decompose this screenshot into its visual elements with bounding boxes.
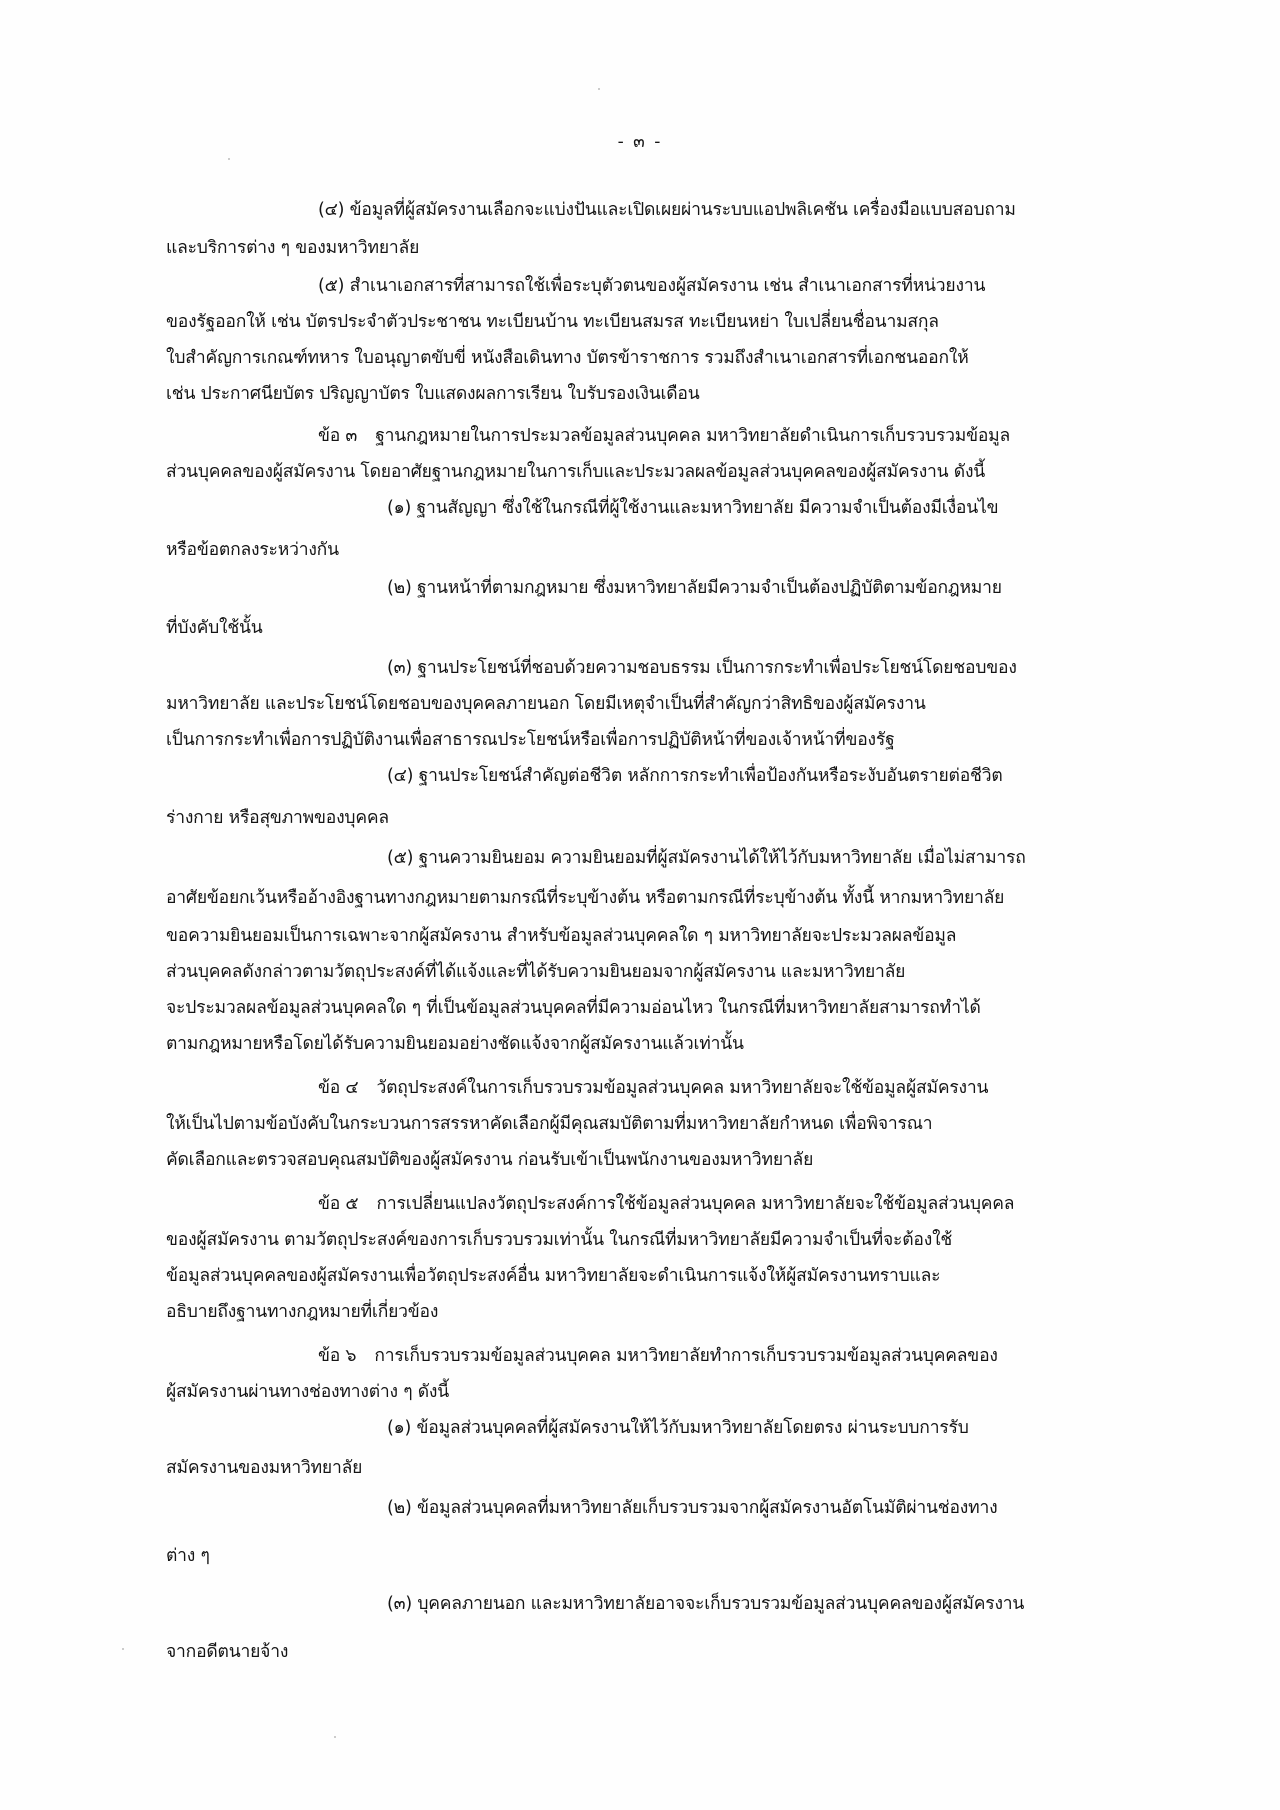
text-line [166,1380,449,1404]
clause-heading-line [318,1192,1014,1216]
line-text: (๓) ฐานประโยชน์ที่ชอบด้วยความชอบธรรม เป็นการกระทำเพื่อประโยชน์โดยชอบของ [387,658,1017,678]
scan-speck [598,88,600,90]
line-text: ใบสำคัญการเกณฑ์ทหาร ใบอนุญาตขับขี่ หนังสือเดินทาง บัตรข้าราชการ รวมถึงสำเนาเอกสารที่เอกชนออกให้ [166,348,969,368]
text-line [318,198,1016,222]
text-line [166,236,419,260]
text-line [166,886,1004,910]
clause-heading-line [318,1344,998,1368]
line-text: จากอดีตนายจ้าง [166,1642,289,1662]
clause-number: ข้อ ๕ [318,1194,359,1214]
text-line [166,728,895,752]
text-line [166,1148,813,1172]
text-line [166,1112,932,1136]
line-text: ข้อมูลส่วนบุคคลของผู้สมัครงานเพื่อวัตถุประสงค์อื่น มหาวิทยาลัยจะดำเนินการแจ้งให้ผู้สมัครงานทราบและ [166,1266,941,1286]
clause-number: ข้อ ๖ [318,1346,357,1366]
text-line [166,996,981,1020]
line-text: ฐานกฎหมายในการประมวลข้อมูลส่วนบุคคล มหาวิทยาลัยดำเนินการเก็บรวบรวมข้อมูล [375,426,1011,446]
line-text: และบริการต่าง ๆ ของมหาวิทยาลัย [166,238,420,258]
line-text: วัตถุประสงค์ในการเก็บรวบรวมข้อมูลส่วนบุคคล มหาวิทยาลัยจะใช้ข้อมูลผู้สมัครงาน [376,1078,989,1098]
line-text: ต่าง ๆ [166,1546,210,1566]
line-text: ส่วนบุคคลดังกล่าวตามวัตถุประสงค์ที่ได้แจ้งและที่ได้รับความยินยอมจากผู้สมัครงาน และมหาวิทยาลัย [166,962,906,982]
line-text: ผู้สมัครงานผ่านทางช่องทางต่าง ๆ ดังนี้ [166,1382,450,1402]
line-text: เป็นการกระทำเพื่อการปฏิบัติงานเพื่อสาธารณประโยชน์หรือเพื่อการปฏิบัติหน้าที่ของเจ้าหน้าที่ของรัฐ [166,730,895,750]
clause-number: ข้อ ๓ [318,426,358,446]
text-line [166,1456,362,1480]
line-text: ของรัฐออกให้ เช่น บัตรประจำตัวประชาชน ทะเบียนบ้าน ทะเบียนสมรส ทะเบียนหย่า ใบเปลี่ยนชื่อนามสกุล [166,312,939,332]
text-line [166,616,263,640]
line-text: สมัครงานของมหาวิทยาลัย [166,1458,363,1478]
clause-number: ข้อ ๔ [318,1078,359,1098]
text-line [166,1640,288,1664]
line-text: ให้เป็นไปตามข้อบังคับในกระบวนการสรรหาคัดเลือกผู้มีคุณสมบัติตามที่มหาวิทยาลัยกำหนด เพื่อพิจารณา [166,1114,933,1134]
text-line [387,656,1017,680]
text-line [166,460,985,484]
line-text: (๑) ฐานสัญญา ซึ่งใช้ในกรณีที่ผู้ใช้งานและมหาวิทยาลัย มีความจำเป็นต้องมีเงื่อนไข [387,498,999,518]
line-text: (๔) ข้อมูลที่ผู้สมัครงานเลือกจะแบ่งปันและเปิดเผยผ่านระบบแอปพลิเคชัน เครื่องมือแบบสอบถาม [318,200,1016,220]
line-text: ส่วนบุคคลของผู้สมัครงาน โดยอาศัยฐานกฎหมายในการเก็บและประมวลผลข้อมูลส่วนบุคคลของผู้สมัครงาน ดังนี้ [166,462,986,482]
line-text: (๒) ข้อมูลส่วนบุคคลที่มหาวิทยาลัยเก็บรวบรวมจากผู้สมัครงานอัตโนมัติผ่านช่องทาง [387,1498,998,1518]
text-line [318,274,985,298]
text-line [166,310,939,334]
scan-speck [122,1648,124,1650]
text-line [166,382,699,406]
line-text: อาศัยข้อยกเว้นหรืออ้างอิงฐานทางกฎหมายตามกรณีที่ระบุข้างต้น หรือตามกรณีที่ระบุข้างต้น ทั้งนี้ หากมหาวิทยาลัย [166,888,1005,908]
text-line [387,846,1026,870]
text-line [387,764,1002,788]
line-text: มหาวิทยาลัย และประโยชน์โดยชอบของบุคคลภายนอก โดยมีเหตุจำเป็นที่สำคัญกว่าสิทธิของผู้สมัครงาน [166,694,926,714]
line-text: (๑) ข้อมูลส่วนบุคคลที่ผู้สมัครงานให้ไว้กับมหาวิทยาลัยโดยตรง ผ่านระบบการรับ [387,1418,969,1438]
text-line [387,1416,969,1440]
line-text: หรือข้อตกลงระหว่างกัน [166,540,339,560]
line-text: ของผู้สมัครงาน ตามวัตถุประสงค์ของการเก็บรวบรวมเท่านั้น ในกรณีที่มหาวิทยาลัยมีความจำเป็นที่จะต้องใช้ [166,1230,953,1250]
line-text: (๓) บุคคลภายนอก และมหาวิทยาลัยอาจจะเก็บรวบรวมข้อมูลส่วนบุคคลของผู้สมัครงาน [387,1594,1025,1614]
text-line [166,1264,940,1288]
line-text: ขอความยินยอมเป็นการเฉพาะจากผู้สมัครงาน สำหรับข้อมูลส่วนบุคคลใด ๆ มหาวิทยาลัยจะประมวลผลข้อมูล [166,926,957,946]
line-text: (๕) ฐานความยินยอม ความยินยอมที่ผู้สมัครงานได้ให้ไว้กับมหาวิทยาลัย เมื่อไม่สามารถ [387,848,1026,868]
line-text: อธิบายถึงฐานทางกฎหมายที่เกี่ยวข้อง [166,1302,439,1322]
text-line [166,960,905,984]
line-text: ที่บังคับใช้นั้น [166,618,263,638]
line-text: เช่น ประกาศนียบัตร ปริญญาบัตร ใบแสดงผลการเรียน ใบรับรองเงินเดือน [166,384,700,404]
clause-heading-line [318,1076,988,1100]
text-line [166,924,956,948]
text-line [166,692,926,716]
line-text: ร่างกาย หรือสุขภาพของบุคคล [166,808,389,828]
line-text: (๒) ฐานหน้าที่ตามกฎหมาย ซึ่งมหาวิทยาลัยมีความจำเป็นต้องปฏิบัติตามข้อกฎหมาย [387,578,1002,598]
text-line [166,1228,952,1252]
text-line [166,1300,438,1324]
line-text: (๕) สำเนาเอกสารที่สามารถใช้เพื่อระบุตัวตนของผู้สมัครงาน เช่น สำเนาเอกสารที่หน่วยงาน [318,276,986,296]
line-text: คัดเลือกและตรวจสอบคุณสมบัติของผู้สมัครงาน ก่อนรับเข้าเป็นพนักงานของมหาวิทยาลัย [166,1150,814,1170]
scan-speck [334,1736,336,1738]
text-line [166,1032,744,1056]
line-text: การเก็บรวบรวมข้อมูลส่วนบุคคล มหาวิทยาลัยทำการเก็บรวบรวมข้อมูลส่วนบุคคลของ [374,1346,998,1366]
line-text: ตามกฎหมายหรือโดยได้รับความยินยอมอย่างชัดแจ้งจากผู้สมัครงานแล้วเท่านั้น [166,1034,744,1054]
text-line [166,538,339,562]
scan-speck [228,158,230,160]
text-line [387,496,998,520]
text-line [387,1496,997,1520]
clause-heading-line [318,424,1010,448]
line-text: การเปลี่ยนแปลงวัตถุประสงค์การใช้ข้อมูลส่วนบุคคล มหาวิทยาลัยจะใช้ข้อมูลส่วนบุคคล [376,1194,1015,1214]
line-text: (๔) ฐานประโยชน์สำคัญต่อชีวิต หลักการกระทำเพื่อป้องกันหรือระงับอันตรายต่อชีวิต [387,766,1003,786]
page-number: - ๓ - [617,132,663,152]
text-line [166,346,969,370]
text-line [387,1592,1024,1616]
line-text: จะประมวลผลข้อมูลส่วนบุคคลใด ๆ ที่เป็นข้อมูลส่วนบุคคลที่มีความอ่อนไหว ในกรณีที่มหาวิทยาลัยสามารถทำได้ [166,998,981,1018]
text-line [387,576,1002,600]
text-line [166,806,389,830]
text-line [166,1544,210,1568]
